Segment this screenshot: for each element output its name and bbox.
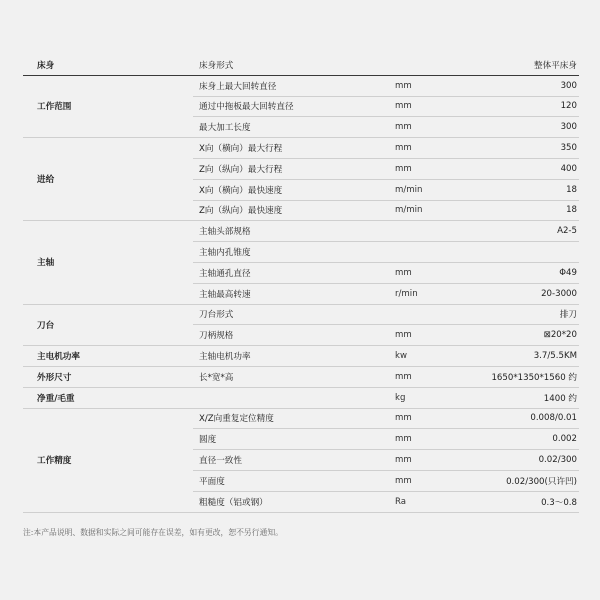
table-row xyxy=(23,408,579,429)
param-cell: 刀台形式 xyxy=(193,304,389,325)
value-cell: 0.3～0.8 xyxy=(483,491,579,512)
group-label: 主电机功率 xyxy=(23,346,193,367)
group-label: 刀台 xyxy=(23,304,193,346)
value-cell: 0.002 xyxy=(483,429,579,450)
param-cell: 直径一致性 xyxy=(193,450,389,471)
table-row xyxy=(23,221,579,242)
unit-cell: mm xyxy=(389,138,483,159)
unit-cell: mm xyxy=(389,325,483,346)
value-cell: 3.7/5.5KM xyxy=(483,346,579,367)
table-row xyxy=(23,304,579,325)
group-label: 工作范围 xyxy=(23,75,193,137)
param-cell: 平面度 xyxy=(193,470,389,491)
value-cell: 1400 约 xyxy=(483,387,579,408)
param-cell: 床身上最大回转直径 xyxy=(193,75,389,96)
unit-cell: mm xyxy=(389,429,483,450)
unit-cell: mm xyxy=(389,470,483,491)
param-cell: X向（横向）最大行程 xyxy=(193,138,389,159)
header-group-label: 床身 xyxy=(23,55,193,75)
value-cell xyxy=(483,242,579,263)
param-cell: 粗糙度（铝或钢） xyxy=(193,491,389,512)
unit-cell xyxy=(389,242,483,263)
param-cell xyxy=(193,387,389,408)
header-param-label: 床身形式 xyxy=(193,55,389,75)
value-cell: 120 xyxy=(483,96,579,117)
value-cell: 300 xyxy=(483,75,579,96)
unit-cell: m/min xyxy=(389,200,483,221)
param-cell: 最大加工长度 xyxy=(193,117,389,138)
param-cell: X向（横向）最快速度 xyxy=(193,179,389,200)
unit-cell xyxy=(389,221,483,242)
group-label: 外形尺寸 xyxy=(23,366,193,387)
value-cell: ⊠20*20 xyxy=(483,325,579,346)
param-cell: 主轴最高转速 xyxy=(193,283,389,304)
value-cell: 350 xyxy=(483,138,579,159)
param-cell: 主轴内孔锥度 xyxy=(193,242,389,263)
disclaimer-note: 注:本产品说明、数据和实际之间可能存在误差，如有更改，恕不另行通知。 xyxy=(23,528,283,537)
unit-cell: mm xyxy=(389,366,483,387)
value-cell: 400 xyxy=(483,158,579,179)
unit-cell: kg xyxy=(389,387,483,408)
param-cell: X/Z向重复定位精度 xyxy=(193,408,389,429)
group-label: 工作精度 xyxy=(23,408,193,512)
value-cell: 排刀 xyxy=(483,304,579,325)
unit-cell: mm xyxy=(389,408,483,429)
value-cell: A2-5 xyxy=(483,221,579,242)
group-label: 进给 xyxy=(23,138,193,221)
param-cell: 圆度 xyxy=(193,429,389,450)
value-cell: 18 xyxy=(483,179,579,200)
header-unit-cell xyxy=(389,55,483,75)
unit-cell: mm xyxy=(389,450,483,471)
header-value-label: 整体平床身 xyxy=(483,55,579,75)
value-cell: Φ49 xyxy=(483,262,579,283)
unit-cell xyxy=(389,304,483,325)
group-label: 主轴 xyxy=(23,221,193,304)
value-cell: 0.02/300 xyxy=(483,450,579,471)
param-cell: 长*宽*高 xyxy=(193,366,389,387)
unit-cell: mm xyxy=(389,117,483,138)
table-row xyxy=(23,387,579,408)
unit-cell: mm xyxy=(389,262,483,283)
table-row xyxy=(23,75,579,96)
table-row xyxy=(23,366,579,387)
value-cell: 1650*1350*1560 约 xyxy=(483,366,579,387)
table-row xyxy=(23,346,579,367)
param-cell: 通过中拖板最大回转直径 xyxy=(193,96,389,117)
unit-cell: kw xyxy=(389,346,483,367)
unit-cell: r/min xyxy=(389,283,483,304)
value-cell: 0.02/300(只许凹) xyxy=(483,470,579,491)
unit-cell: mm xyxy=(389,75,483,96)
spec-table-body xyxy=(23,55,579,512)
unit-cell: Ra xyxy=(389,491,483,512)
param-cell: Z向（纵向）最快速度 xyxy=(193,200,389,221)
table-header-row xyxy=(23,55,579,75)
value-cell: 20-3000 xyxy=(483,283,579,304)
param-cell: Z向（纵向）最大行程 xyxy=(193,158,389,179)
unit-cell: mm xyxy=(389,96,483,117)
unit-cell: mm xyxy=(389,158,483,179)
param-cell: 主轴头部规格 xyxy=(193,221,389,242)
value-cell: 0.008/0.01 xyxy=(483,408,579,429)
table-row xyxy=(23,138,579,159)
param-cell: 主轴通孔直径 xyxy=(193,262,389,283)
group-label: 净重/毛重 xyxy=(23,387,193,408)
value-cell: 18 xyxy=(483,200,579,221)
value-cell: 300 xyxy=(483,117,579,138)
param-cell: 主轴电机功率 xyxy=(193,346,389,367)
unit-cell: m/min xyxy=(389,179,483,200)
param-cell: 刀柄规格 xyxy=(193,325,389,346)
spec-table xyxy=(23,55,579,513)
